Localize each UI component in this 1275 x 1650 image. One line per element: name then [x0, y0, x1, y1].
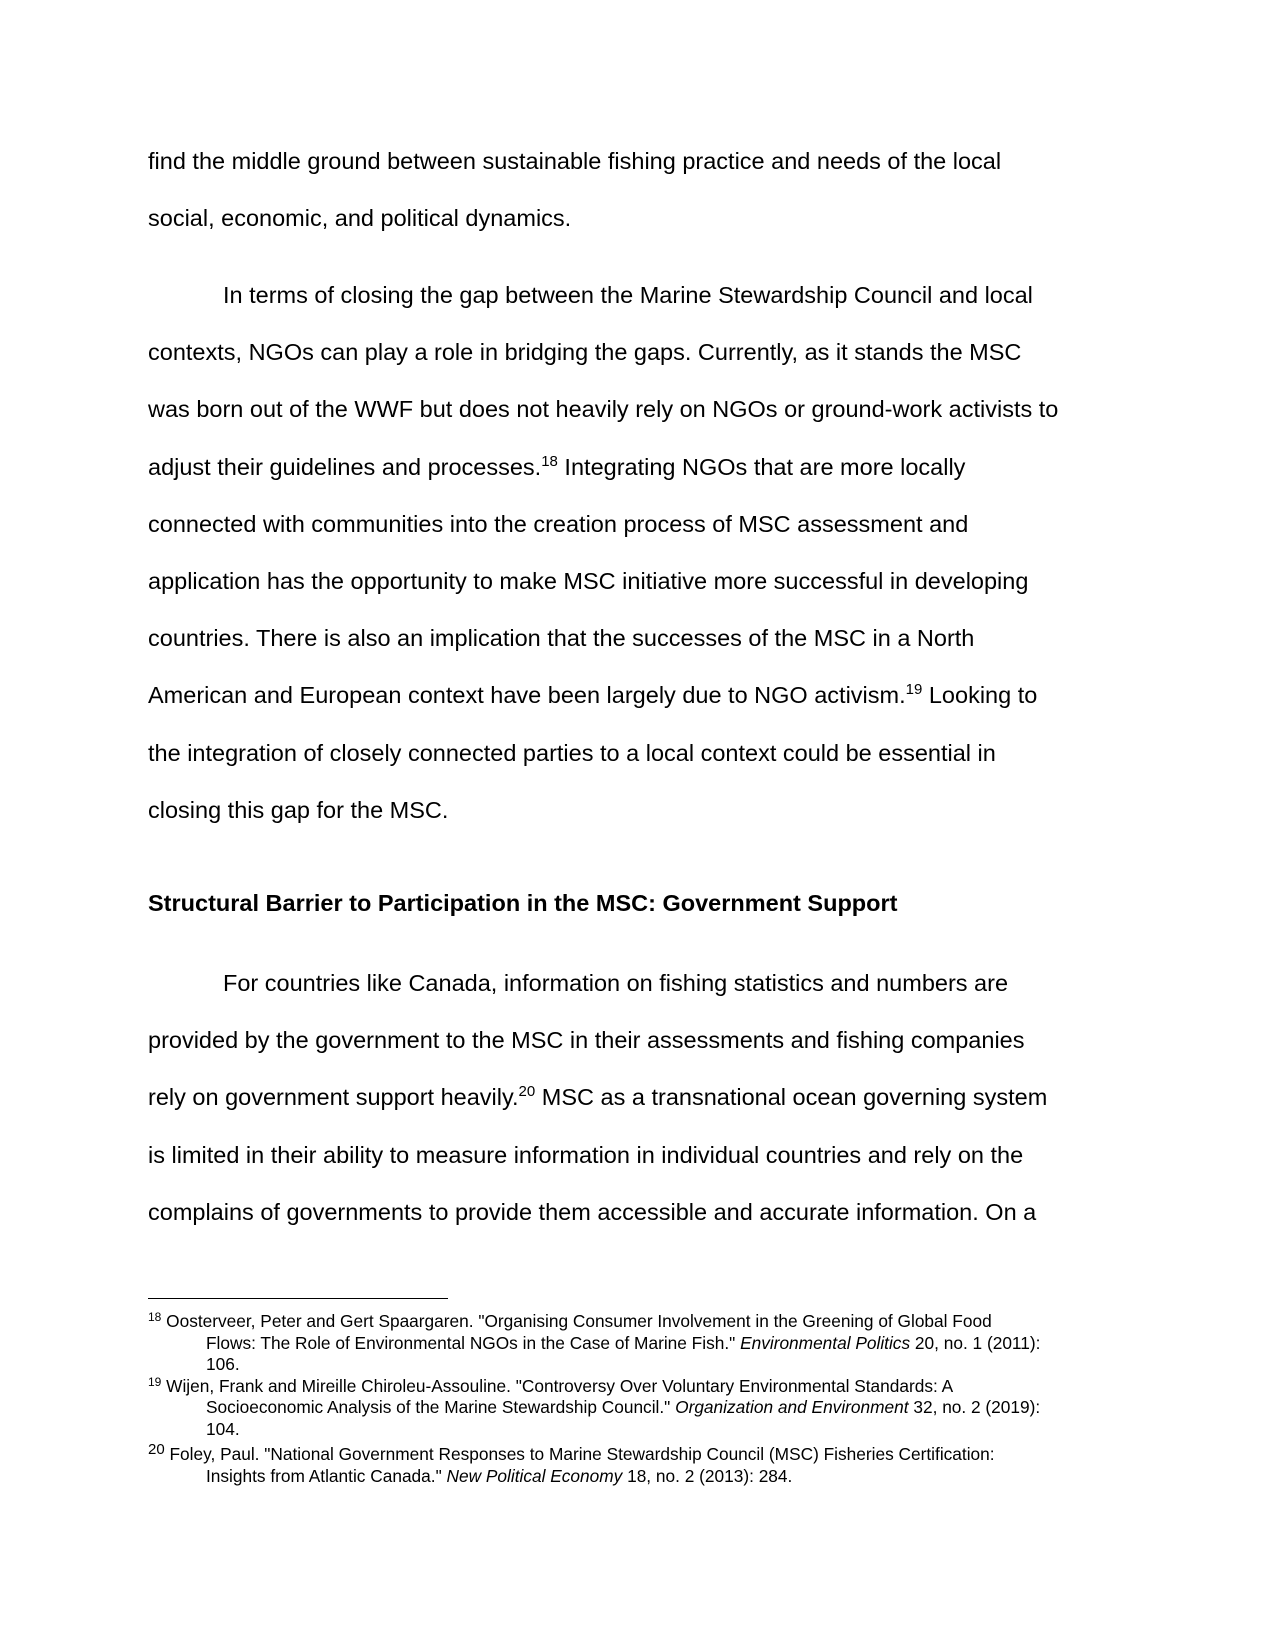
text-segment: Flows: The Role of Environmental NGOs in the Case of Marine Fish." — [206, 1332, 741, 1353]
text-line: connected with communities into the creation process of MSC assessment and — [148, 510, 969, 537]
text-segment: 32, no. 2 (2019): — [908, 1397, 1041, 1417]
text-segment: MSC as a transnational ocean governing system — [535, 1084, 1048, 1111]
text-segment: Insights from Atlantic Canada." — [206, 1465, 447, 1486]
text-segment: Oosterveer, Peter and Gert Spaargaren. "Organising Consumer Involvement in the Greening of Global Food — [161, 1311, 992, 1331]
footnote-ref-20[interactable]: 20 — [518, 1083, 536, 1101]
paragraph-continuation — [148, 133, 1128, 247]
footnote-line — [148, 1311, 1128, 1333]
text-segment: 18, no. 2 (2013): 284. — [622, 1465, 793, 1486]
text-line: In terms of closing the gap between the Marine Stewardship Council and local — [223, 282, 1033, 308]
text-line: For countries like Canada, information on fishing statistics and numbers are — [223, 970, 1009, 996]
footnote-18 — [148, 1311, 1128, 1376]
text-line: closing this gap for the MSC. — [148, 796, 449, 823]
footnote-number: 19 — [148, 1374, 162, 1389]
text-line: provided by the government to the MSC in their assessments and fishing companies — [148, 1027, 1025, 1054]
footnote-number: 20 — [148, 1441, 165, 1458]
text-line: contexts, NGOs can play a role in bridging the gaps. Currently, as it stands the MSC — [148, 339, 1022, 366]
journal-title: New Political Economy — [446, 1465, 623, 1486]
text-line: complains of governments to provide them accessible and accurate information. On a — [148, 1198, 1037, 1225]
text-segment: Socioeconomic Analysis of the Marine Stewardship Council." — [206, 1397, 676, 1417]
text-line — [148, 667, 1128, 724]
text-segment: rely on government support heavily. — [148, 1084, 519, 1111]
footnote-line — [148, 1397, 1128, 1419]
text-line: countries. There is also an implication that the successes of the MSC in a North — [148, 625, 975, 652]
journal-title: Environmental Politics — [740, 1332, 911, 1353]
footnote-ref-18[interactable]: 18 — [541, 452, 558, 470]
journal-title: Organization and Environment — [675, 1397, 909, 1417]
text-segment: Wijen, Frank and Mireille Chiroleu-Assouline. "Controversy Over Voluntary Environmental Standards: A — [161, 1375, 954, 1396]
text-line — [148, 439, 1128, 496]
text-line: is limited in their ability to measure information in individual countries and rely on the — [148, 1141, 1024, 1168]
text-segment: 20, no. 1 (2011): — [910, 1332, 1041, 1353]
section-heading: Structural Barrier to Participation in the MSC: Government Support — [148, 890, 898, 916]
text-segment: American and European context have been largely due to NGO activism. — [148, 682, 906, 709]
text-line: application has the opportunity to make MSC initiative more successful in developing — [148, 568, 1029, 595]
footnote-line — [148, 1441, 1128, 1466]
footnote-separator — [148, 1298, 448, 1299]
text-line: find the middle ground between sustainable fishing practice and needs of the local — [148, 148, 1002, 174]
text-segment: Foley, Paul. "National Government Responses to Marine Stewardship Council (MSC) Fisheries Certification: — [164, 1444, 995, 1464]
text-line: was born out of the WWF but does not heavily rely on NGOs or ground-work activists to — [148, 396, 1059, 423]
footnote-20 — [148, 1441, 1128, 1487]
paragraph-government-support — [148, 955, 1128, 1241]
text-segment: adjust their guidelines and processes. — [148, 453, 542, 480]
footnote-line — [148, 1333, 1128, 1355]
footnote-line: 104. — [206, 1418, 240, 1439]
text-line — [148, 1069, 1128, 1126]
footnote-19 — [148, 1376, 1128, 1441]
text-segment: Looking to — [922, 682, 1038, 709]
footnote-line — [148, 1466, 1128, 1488]
footnote-number: 18 — [148, 1310, 162, 1324]
text-line: social, economic, and political dynamics. — [148, 205, 572, 232]
footnote-ref-19[interactable]: 19 — [905, 681, 923, 699]
text-line: the integration of closely connected parties to a local context could be essential in — [148, 739, 996, 766]
footnote-line: 106. — [206, 1354, 240, 1374]
footnote-line — [148, 1376, 1128, 1398]
footnotes — [148, 1311, 1128, 1487]
text-segment: Integrating NGOs that are more locally — [557, 453, 966, 480]
paragraph-ngo-role — [148, 267, 1128, 839]
